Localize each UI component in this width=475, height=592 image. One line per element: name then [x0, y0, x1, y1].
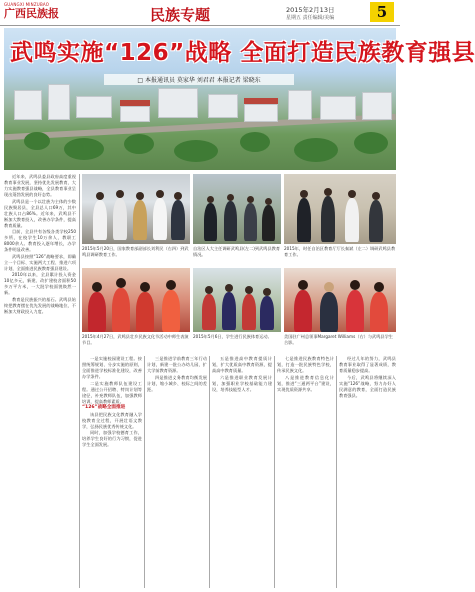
- article-column-6: [339, 356, 396, 588]
- masthead: [0, 0, 400, 26]
- logo-chinese: 广西民族报: [4, 7, 59, 20]
- paragraph: 三是推进学前教育三年行动计划，新建一批公办幼儿园，扩大学前教育资源。: [147, 356, 207, 373]
- photo-caption: 2015年5月6日，学生进行民族体育运动。: [193, 334, 272, 339]
- paragraph: 五是推进高中教育提质计划，扩大优质高中教育资源，提高高中教育质量。: [212, 356, 272, 373]
- paragraph: 2010年以来，全县累计投入资金10亿多元，新建、改扩建校舍面积50多万平方米，一大批学校面貌焕然一新。: [4, 272, 76, 295]
- paragraph: 近年来，武鸣县委县政府高度重视教育事业发展，坚持优先发展教育，大力实施教育强县战略，全县教育事业呈现出蓬勃发展的良好态势。: [4, 174, 76, 197]
- paragraph: 八是推进教育信息化计划，推进“三通两平台”建设，实现优质资源共享。: [277, 374, 334, 392]
- headline: 武鸣实施“126”战略 全面打造民族教育强县: [10, 40, 475, 66]
- byline: □ 本报通讯员 莫家华 刘君君 本报记者 梁晓东: [104, 74, 294, 85]
- article-column-3: [147, 356, 207, 588]
- paragraph: 七是推进民族教育特色计划，打造一批民族特色学校，传承民族文化。: [277, 356, 334, 373]
- article-column-1: [4, 174, 76, 588]
- photo-education-dept-visit: [284, 174, 396, 244]
- photo-caption: 美国驻广州总领事Margaret Williams（右）与武鸣县学生合影。: [284, 334, 393, 345]
- paragraph: 今后，武鸣县将继续深入实施“126”战略，努力办好人民满意的教育，全面打造民族教育强县。: [339, 374, 396, 398]
- article-column-5: [277, 356, 334, 588]
- paragraph: 六是推进职业教育发展计划，加强职业学校基础能力建设，培养技能型人才。: [212, 374, 272, 392]
- photo-ethnic-sports: [193, 268, 281, 332]
- section-title: 民族专题: [150, 6, 211, 24]
- paragraph: 一是实施校园建设工程。按照统筹规划、分步实施的原则，全面推进学校标准化建设，改善办学条件。: [82, 356, 142, 379]
- photo-caption: 2015年5月20日，国家教育部副部长刘利民（右四）到武鸣县调研教育工作。: [82, 246, 189, 257]
- paragraph: 四是推进义务教育均衡发展计划，缩小城乡、校际之间的差距。: [147, 374, 207, 392]
- paragraph: 同时，加强学校德育工作，培养学生良好的行为习惯，促进学生全面发展。: [82, 430, 142, 447]
- hero-photo: [4, 28, 475, 170]
- paragraph: 教育是民族振兴的基石。武鸣县始终把教育摆在优先发展的战略地位，不断加大财政投入力度。: [4, 296, 76, 314]
- paragraph: 目前，全县共有各级各类学校250多所，在校学生10万余人，教职工8000余人。教育投入逐年增长，办学条件明显改善。: [4, 229, 76, 252]
- paragraph: 武鸣县是一个以壮族为主体的少数民族聚居县，全县总人口69万，其中壮族人口占86%。近年来，武鸣县不断加大教育投入，改善办学条件，提高教育质量。: [4, 198, 76, 228]
- photo-caption: 2015年4月27日，武鸣县壮乡民族文化节活动中师生表演节目。: [82, 334, 189, 345]
- paragraph: 武鸣县按照“126”战略要求，即确立一个目标、实施两大工程、推进六项计划，全面推进民族教育强县建设。: [4, 253, 76, 271]
- article-column-4: [212, 356, 272, 588]
- photo-caption: 2015年，时任自治区教育厅厅长秦斌（左二）调研武鸣县教育工作。: [284, 246, 396, 257]
- photo-culture-festival: [82, 268, 190, 332]
- paragraph: 该县把民族文化教育融入学校教育全过程，开展壮语文教学，弘扬民族优秀传统文化。: [82, 411, 142, 429]
- page-number: 5: [370, 2, 394, 22]
- newspaper-logo: [4, 2, 78, 22]
- photo-ministry-visit: [82, 174, 190, 244]
- logo-english: GUANGXI MINZUBAO: [4, 2, 50, 7]
- paragraph: 经过几年的努力，武鸣县教育事业取得了显著成绩，教育质量稳步提高。: [339, 356, 396, 373]
- photo-caption: 自治区人大主任调研武鸣县(左二)到武鸣县教育情况。: [193, 246, 281, 257]
- issue-date-sub: 星期五 责任编辑/美编: [286, 15, 335, 21]
- photo-consul-visit: [284, 268, 396, 332]
- article-column-2: [82, 356, 142, 588]
- photo-npc-visit: [193, 174, 281, 244]
- subheading: “126”战略全面推进: [82, 405, 126, 410]
- issue-date: 2015年2月13日: [286, 6, 335, 14]
- paragraph: 二是实施教师队伍建设工程。通过公开招聘、特岗计划等途径，补充教师队伍，加强教师培训，提高教师素质。: [82, 380, 142, 404]
